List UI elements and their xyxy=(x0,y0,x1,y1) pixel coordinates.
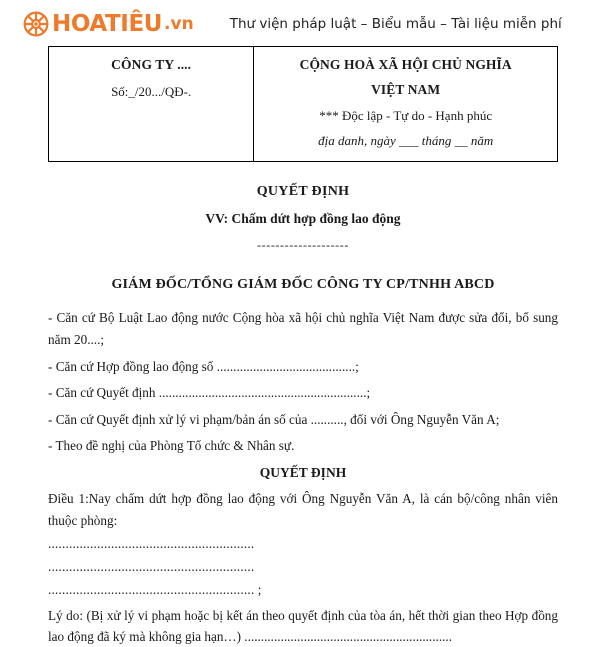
header-cell-organization xyxy=(49,47,254,162)
national-motto: *** Độc lập - Tự do - Hạnh phúc xyxy=(319,107,493,123)
issuing-authority: GIÁM ĐỐC/TỔNG GIÁM ĐỐC CÔNG TY CP/TNHH ABCD xyxy=(111,277,495,293)
table-row xyxy=(49,47,558,162)
title-block xyxy=(48,184,558,253)
article-1-text: Điều 1:Nay chấm dứt hợp đồng lao động với Ông Nguyễn Văn A, là cán bộ/công nhân viên thuộc phòng: xyxy=(48,491,558,528)
ship-wheel-icon xyxy=(22,10,50,38)
legal-basis-item: - Căn cứ Hợp đồng lao động số ..........................................; xyxy=(48,358,359,374)
termination-reason-text: Lý do: (Bị xử lý vi phạm hoặc bị kết án theo quyết định của tòa án, hết thời gian theo Hợp đồng lao động đã ký mà không gia hạn…) ............................................................... xyxy=(48,607,558,644)
brand-tagline: Thư viện pháp luật – Biểu mẫu – Tài liệu miễn phí xyxy=(229,16,562,32)
place-and-date: địa danh, ngày ___ tháng __ năm xyxy=(318,132,494,148)
site-logo[interactable] xyxy=(22,10,194,38)
site-brand-bar xyxy=(0,0,604,44)
legal-basis-item: - Căn cứ Quyết định ...............................................................; xyxy=(48,385,371,401)
legal-basis-item: - Căn cứ Quyết định xử lý vi phạm/bản án số của .........., đối với Ông Nguyễn Văn A; xyxy=(48,411,500,427)
blank-fill-line: ........................................................... xyxy=(48,536,255,552)
brand-name: HOATIÊU xyxy=(52,10,163,37)
decision-heading: QUYẾT ĐỊNH xyxy=(259,465,347,481)
blank-fill-line: ........................................................... ; xyxy=(48,582,262,598)
country-line-2: VIỆT NAM xyxy=(371,81,441,97)
legal-basis-list xyxy=(48,307,558,456)
page-subtitle: VV: Chấm dứt hợp đồng lao động xyxy=(205,211,401,227)
divider: -------------------- xyxy=(257,238,349,253)
page-title: QUYẾT ĐỊNH xyxy=(256,184,350,200)
country-line-1: CỘNG HOÀ XÃ HỘI CHỦ NGHĨA xyxy=(299,57,512,72)
document-sheet xyxy=(0,46,604,647)
document-header-table xyxy=(48,46,558,162)
legal-basis-item: - Căn cứ Bộ Luật Lao động nước Cộng hòa xã hội chủ nghĩa Việt Nam được sửa đổi, bổ sung năm 20....; xyxy=(48,310,558,347)
blank-fill-line: ........................................................... xyxy=(48,559,255,575)
header-cell-national xyxy=(254,47,558,162)
organization-name: CÔNG TY .... xyxy=(111,57,192,72)
legal-basis-item: - Theo đề nghị của Phòng Tổ chức & Nhân sự. xyxy=(48,438,295,453)
brand-tld: .vn xyxy=(164,13,194,34)
document-number: Số:_/20.../QĐ-. xyxy=(111,83,192,99)
